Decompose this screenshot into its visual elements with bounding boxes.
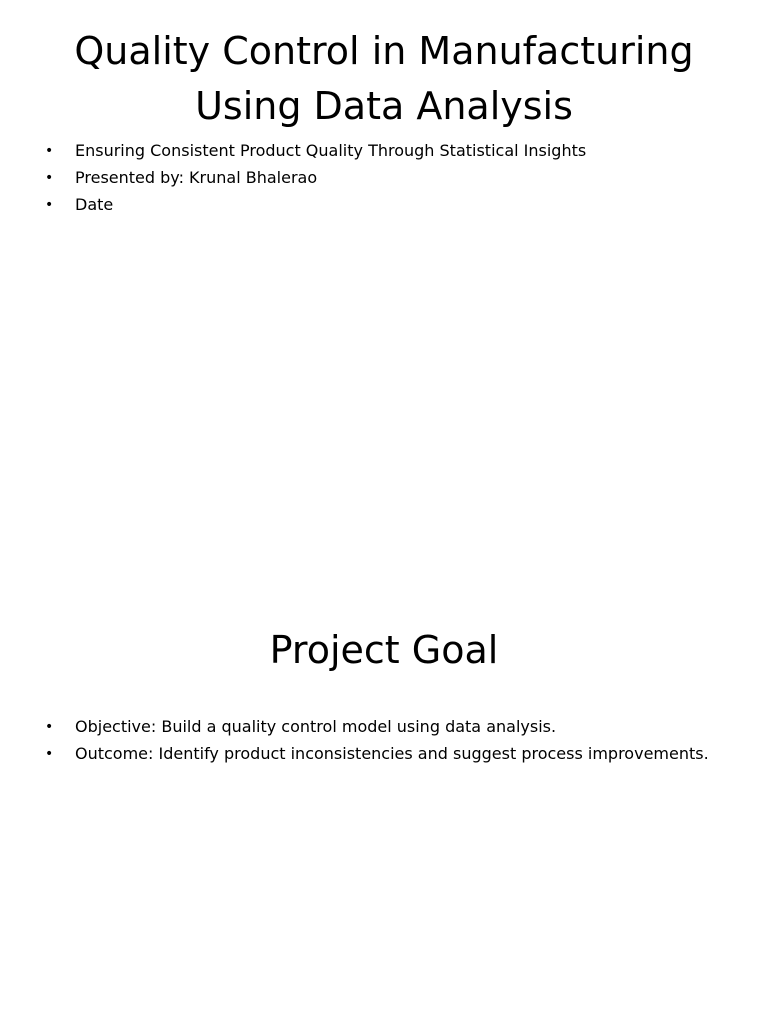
page-title <box>0 24 768 134</box>
list-item <box>0 742 768 769</box>
list-item <box>0 193 768 220</box>
bullet-text: Outcome: Identify product inconsistencies and suggest process improvements. <box>75 744 709 763</box>
bullet-text: Presented by: Krunal Bhalerao <box>75 168 318 187</box>
bullet-icon: • <box>45 746 54 762</box>
list-item <box>0 715 768 742</box>
bullet-list <box>0 139 768 220</box>
slide-heading: Project Goal <box>269 628 499 672</box>
title-line-1: Quality Control in Manufacturing <box>74 29 694 73</box>
bullet-text: Date <box>75 195 114 214</box>
bullet-text: Ensuring Consistent Product Quality Through Statistical Insights <box>75 141 587 160</box>
slide-project-goal <box>0 576 768 1024</box>
list-item <box>0 139 768 166</box>
bullet-list <box>0 715 768 769</box>
bullet-icon: • <box>45 197 54 213</box>
bullet-icon: • <box>45 719 54 735</box>
title-line-2: Using Data Analysis <box>195 84 573 128</box>
bullet-icon: • <box>45 170 54 186</box>
bullet-text: Objective: Build a quality control model using data analysis. <box>75 717 557 736</box>
bullet-icon: • <box>45 143 54 159</box>
list-item <box>0 166 768 193</box>
